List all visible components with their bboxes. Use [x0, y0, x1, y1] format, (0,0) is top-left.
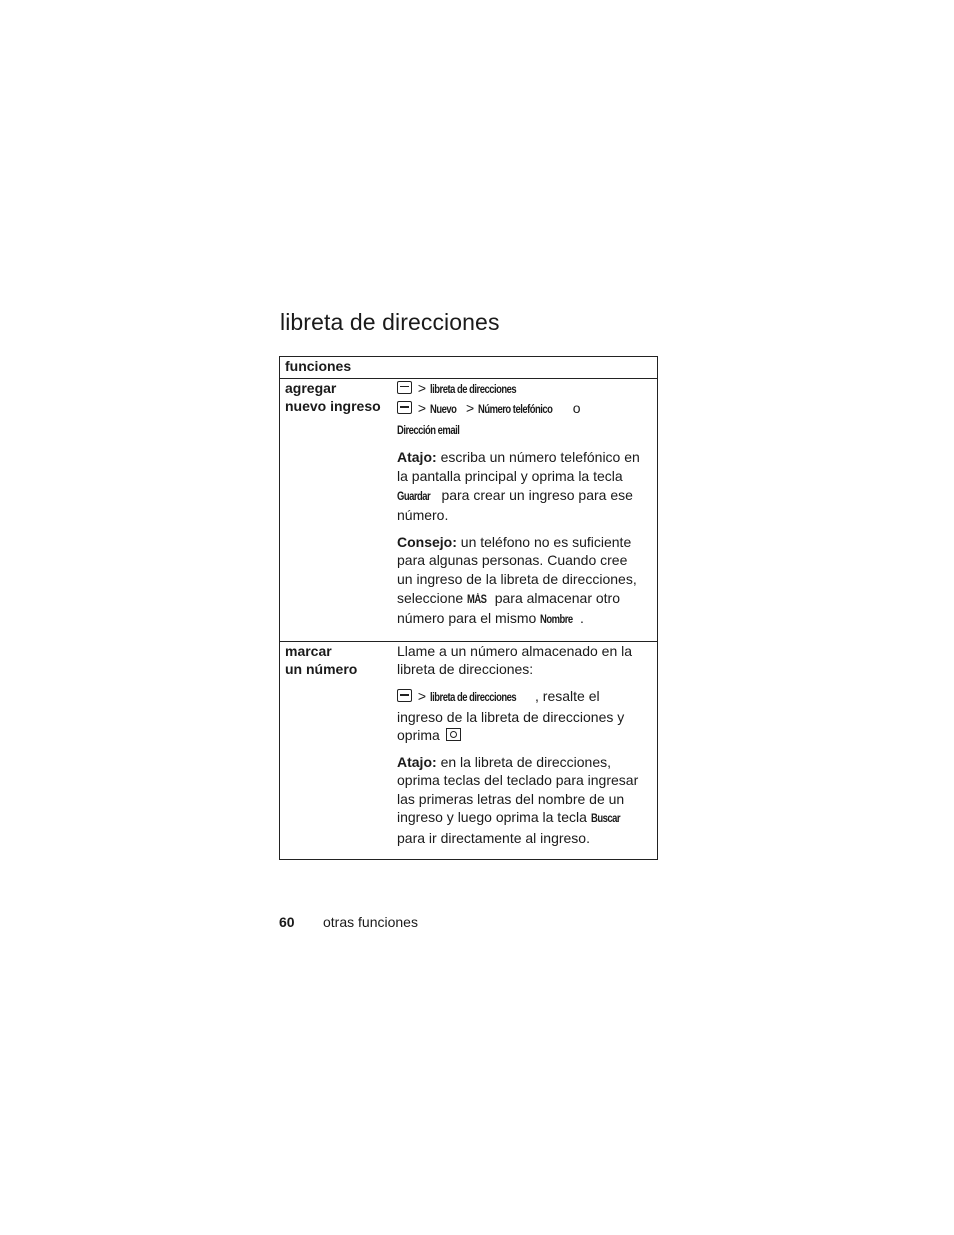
row-description — [391, 641, 658, 859]
menu-path: > libreta de direcciones , resalte el ingreso de la libreta de direcciones y oprima — [397, 687, 625, 744]
row-label: marcar un número — [280, 641, 392, 859]
table-header: funciones — [280, 357, 658, 379]
intro-paragraph: Llame a un número almacenado en la libreta de direcciones: — [397, 642, 633, 678]
nav-center-key-icon — [446, 728, 461, 741]
menu-path-1: > libreta de direcciones — [397, 379, 645, 400]
section-name: otras funciones — [323, 914, 418, 930]
functions-table — [279, 356, 658, 860]
row-description — [391, 378, 658, 641]
table-row-dial-number — [280, 641, 658, 859]
page-title: libreta de direcciones — [280, 309, 500, 335]
row-label: agregar nuevo ingreso — [280, 378, 392, 641]
menu-key-icon — [397, 401, 412, 414]
shortcut-paragraph: Atajo: en la libreta de direcciones, oprima teclas del teclado para ingresar las primeras letras del nombre de un ingreso y luego oprima la tecla Buscar para ir directamente al ingreso. — [397, 753, 639, 847]
page-number: 60 — [279, 914, 295, 930]
menu-path-2: > Nuevo > Número telefónico o Dirección email — [397, 400, 581, 437]
menu-key-icon — [397, 689, 412, 702]
tip-paragraph: Consejo: un teléfono no es suficiente para algunas personas. Cuando cree un ingreso de la libreta de direcciones, seleccione MÁS para almacenar otro número para el mismo Nombre . — [397, 533, 637, 627]
menu-key-icon — [397, 381, 412, 394]
table-row-add-entry — [280, 378, 658, 641]
shortcut-paragraph: Atajo: escriba un número telefónico en la pantalla principal y oprima la tecla Guardar para crear un ingreso para ese número. — [397, 449, 640, 524]
